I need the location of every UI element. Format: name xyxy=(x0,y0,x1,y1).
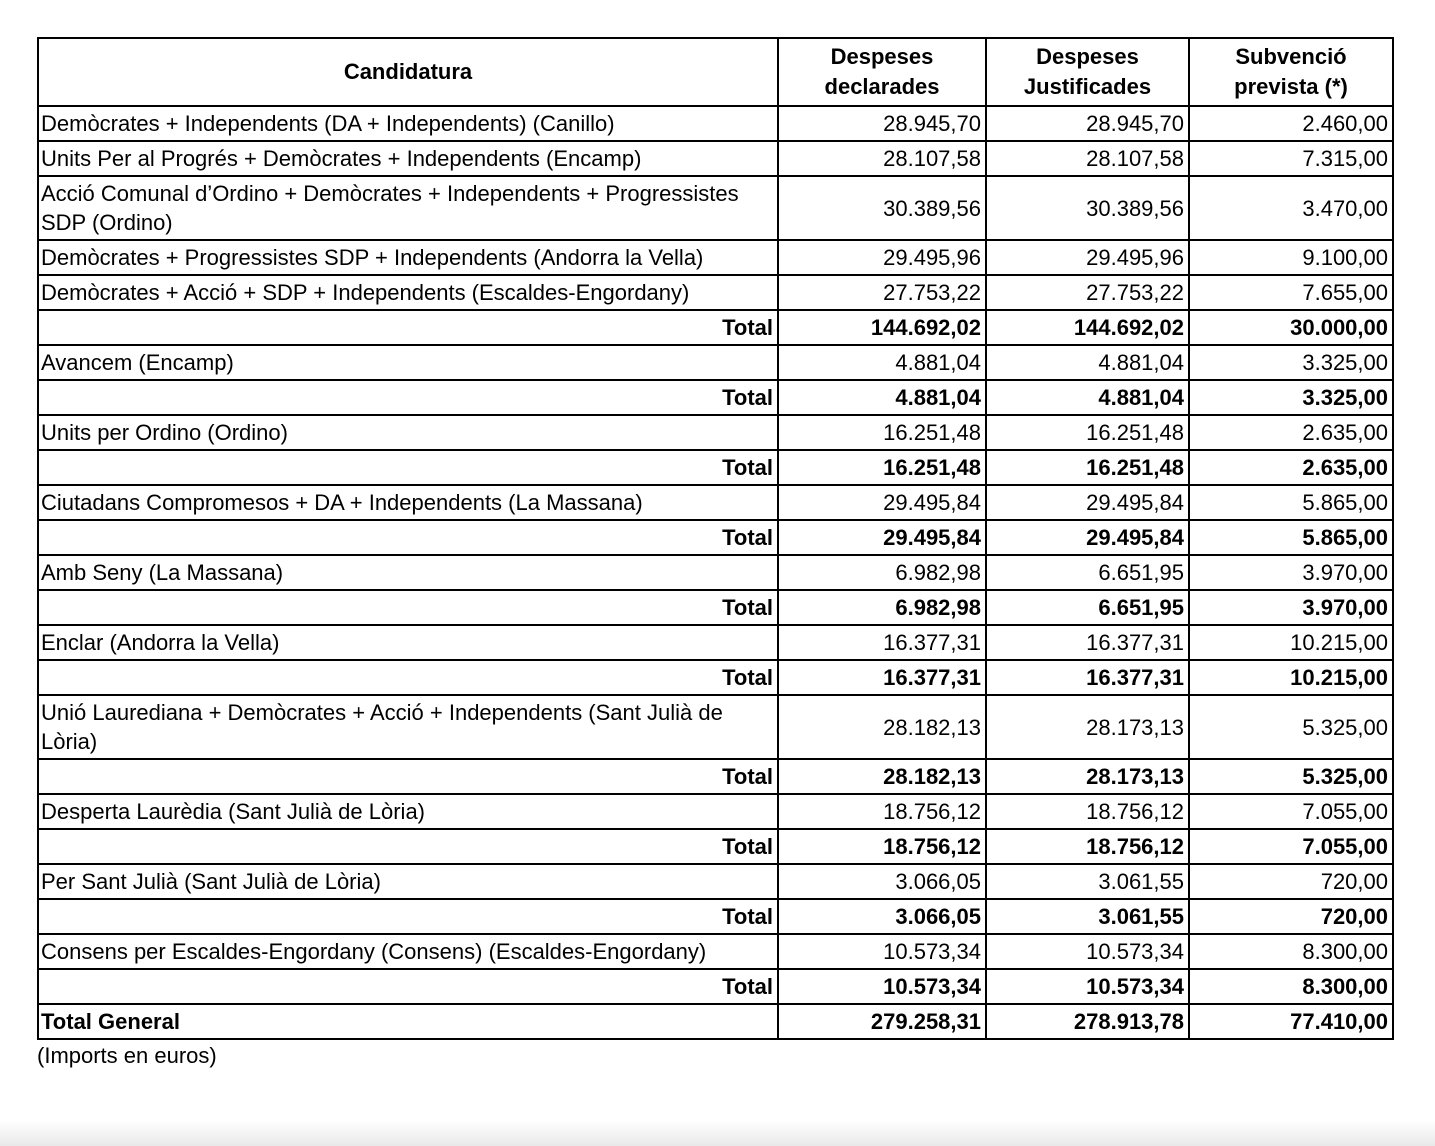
footnote: (Imports en euros) xyxy=(37,1043,217,1068)
despeses-declarades-cell: 29.495,84 xyxy=(778,520,986,555)
despeses-declarades-cell: 4.881,04 xyxy=(778,380,986,415)
despeses-justificades-cell: 29.495,84 xyxy=(986,485,1189,520)
despeses-justificades-cell: 28.173,13 xyxy=(986,695,1189,759)
despeses-justificades-cell: 16.251,48 xyxy=(986,450,1189,485)
subvencio-prevista-cell: 5.865,00 xyxy=(1189,485,1393,520)
despeses-justificades-cell: 16.377,31 xyxy=(986,660,1189,695)
candidatura-cell: Total xyxy=(38,829,778,864)
despeses-declarades-cell: 29.495,84 xyxy=(778,485,986,520)
subvencio-prevista-cell: 7.315,00 xyxy=(1189,141,1393,176)
total-row xyxy=(38,759,1393,794)
total-row xyxy=(38,380,1393,415)
despeses-declarades-cell: 16.251,48 xyxy=(778,450,986,485)
total-row xyxy=(38,829,1393,864)
candidatura-cell: Ciutadans Compromesos + DA + Independents (La Massana) xyxy=(38,485,778,520)
subvencio-prevista-cell: 9.100,00 xyxy=(1189,240,1393,275)
candidatura-cell: Total General xyxy=(38,1004,778,1039)
candidatura-cell: Total xyxy=(38,310,778,345)
total-row xyxy=(38,520,1393,555)
candidatura-cell: Desperta Laurèdia (Sant Julià de Lòria) xyxy=(38,794,778,829)
despeses-declarades-cell: 10.573,34 xyxy=(778,934,986,969)
despeses-declarades-cell: 3.066,05 xyxy=(778,899,986,934)
subvencio-prevista-cell: 720,00 xyxy=(1189,899,1393,934)
table-row xyxy=(38,106,1393,141)
despeses-justificades-cell: 10.573,34 xyxy=(986,934,1189,969)
despeses-justificades-cell: 6.651,95 xyxy=(986,555,1189,590)
column-header-subvencio-prevista: Subvenció prevista (*) xyxy=(1189,38,1393,106)
subvencio-prevista-cell: 3.970,00 xyxy=(1189,590,1393,625)
table-row xyxy=(38,240,1393,275)
table-row xyxy=(38,345,1393,380)
column-header-despeses-declarades: Despeses declarades xyxy=(778,38,986,106)
subvencio-prevista-cell: 2.635,00 xyxy=(1189,450,1393,485)
candidatura-cell: Total xyxy=(38,520,778,555)
candidatura-cell: Total xyxy=(38,969,778,1004)
despeses-declarades-cell: 279.258,31 xyxy=(778,1004,986,1039)
subvencio-prevista-cell: 3.470,00 xyxy=(1189,176,1393,240)
candidatura-cell: Demòcrates + Acció + SDP + Independents (Escaldes-Engordany) xyxy=(38,275,778,310)
despeses-justificades-cell: 3.061,55 xyxy=(986,899,1189,934)
grand-total-row xyxy=(38,1004,1393,1039)
total-row xyxy=(38,590,1393,625)
column-header-despeses-justificades: Despeses Justificades xyxy=(986,38,1189,106)
subvencio-prevista-cell: 3.325,00 xyxy=(1189,380,1393,415)
despeses-declarades-cell: 144.692,02 xyxy=(778,310,986,345)
total-row xyxy=(38,969,1393,1004)
table-row xyxy=(38,485,1393,520)
despeses-declarades-cell: 4.881,04 xyxy=(778,345,986,380)
despeses-declarades-cell: 28.182,13 xyxy=(778,759,986,794)
despeses-justificades-cell: 28.173,13 xyxy=(986,759,1189,794)
despeses-declarades-cell: 16.251,48 xyxy=(778,415,986,450)
despeses-declarades-cell: 6.982,98 xyxy=(778,555,986,590)
subvencio-prevista-cell: 2.635,00 xyxy=(1189,415,1393,450)
candidatura-cell: Total xyxy=(38,590,778,625)
subvencio-prevista-cell: 7.055,00 xyxy=(1189,794,1393,829)
candidatura-cell: Amb Seny (La Massana) xyxy=(38,555,778,590)
despeses-declarades-cell: 16.377,31 xyxy=(778,625,986,660)
candidatura-cell: Units Per al Progrés + Demòcrates + Independents (Encamp) xyxy=(38,141,778,176)
despeses-declarades-cell: 10.573,34 xyxy=(778,969,986,1004)
candidatura-cell: Unió Laurediana + Demòcrates + Acció + Independents (Sant Julià de Lòria) xyxy=(38,695,778,759)
table-row xyxy=(38,625,1393,660)
despeses-justificades-cell: 29.495,84 xyxy=(986,520,1189,555)
table-row xyxy=(38,864,1393,899)
candidatura-cell: Total xyxy=(38,380,778,415)
total-row xyxy=(38,899,1393,934)
despeses-justificades-cell: 18.756,12 xyxy=(986,829,1189,864)
table-row xyxy=(38,555,1393,590)
candidatura-cell: Total xyxy=(38,759,778,794)
subvencio-prevista-cell: 8.300,00 xyxy=(1189,934,1393,969)
subvencio-prevista-cell: 3.325,00 xyxy=(1189,345,1393,380)
despeses-justificades-cell: 10.573,34 xyxy=(986,969,1189,1004)
despeses-justificades-cell: 27.753,22 xyxy=(986,275,1189,310)
total-row xyxy=(38,450,1393,485)
despeses-justificades-cell: 16.251,48 xyxy=(986,415,1189,450)
candidatura-cell: Consens per Escaldes-Engordany (Consens) (Escaldes-Engordany) xyxy=(38,934,778,969)
subvencio-prevista-cell: 77.410,00 xyxy=(1189,1004,1393,1039)
despeses-justificades-cell: 18.756,12 xyxy=(986,794,1189,829)
despeses-declarades-cell: 3.066,05 xyxy=(778,864,986,899)
table-row xyxy=(38,275,1393,310)
total-row xyxy=(38,310,1393,345)
candidatura-cell: Units per Ordino (Ordino) xyxy=(38,415,778,450)
despeses-justificades-cell: 278.913,78 xyxy=(986,1004,1189,1039)
despeses-declarades-cell: 28.107,58 xyxy=(778,141,986,176)
table-row xyxy=(38,141,1393,176)
candidatura-cell: Total xyxy=(38,450,778,485)
candidatura-cell: Avancem (Encamp) xyxy=(38,345,778,380)
subvencio-prevista-cell: 2.460,00 xyxy=(1189,106,1393,141)
subvencio-prevista-cell: 7.655,00 xyxy=(1189,275,1393,310)
subvencio-prevista-cell: 10.215,00 xyxy=(1189,660,1393,695)
despeses-declarades-cell: 18.756,12 xyxy=(778,794,986,829)
total-row xyxy=(38,660,1393,695)
table-row xyxy=(38,794,1393,829)
despeses-justificades-cell: 6.651,95 xyxy=(986,590,1189,625)
subvencio-prevista-cell: 7.055,00 xyxy=(1189,829,1393,864)
despeses-justificades-cell: 28.945,70 xyxy=(986,106,1189,141)
subvencio-prevista-cell: 5.325,00 xyxy=(1189,759,1393,794)
candidatura-cell: Enclar (Andorra la Vella) xyxy=(38,625,778,660)
subvencio-prevista-cell: 5.865,00 xyxy=(1189,520,1393,555)
despeses-justificades-cell: 16.377,31 xyxy=(986,625,1189,660)
despeses-justificades-cell: 144.692,02 xyxy=(986,310,1189,345)
candidatura-cell: Acció Comunal d’Ordino + Demòcrates + Independents + Progressistes SDP (Ordino) xyxy=(38,176,778,240)
candidatura-cell: Total xyxy=(38,899,778,934)
despeses-justificades-cell: 4.881,04 xyxy=(986,345,1189,380)
subsidies-table xyxy=(37,37,1394,1040)
despeses-justificades-cell: 28.107,58 xyxy=(986,141,1189,176)
column-header-candidatura: Candidatura xyxy=(38,38,778,106)
despeses-declarades-cell: 16.377,31 xyxy=(778,660,986,695)
window-bottom-edge xyxy=(0,1120,1435,1146)
header-row xyxy=(38,38,1393,106)
subvencio-prevista-cell: 5.325,00 xyxy=(1189,695,1393,759)
despeses-declarades-cell: 29.495,96 xyxy=(778,240,986,275)
despeses-declarades-cell: 28.945,70 xyxy=(778,106,986,141)
candidatura-cell: Demòcrates + Progressistes SDP + Independents (Andorra la Vella) xyxy=(38,240,778,275)
despeses-declarades-cell: 27.753,22 xyxy=(778,275,986,310)
subvencio-prevista-cell: 3.970,00 xyxy=(1189,555,1393,590)
subvencio-prevista-cell: 10.215,00 xyxy=(1189,625,1393,660)
table-row xyxy=(38,695,1393,759)
despeses-justificades-cell: 3.061,55 xyxy=(986,864,1189,899)
despeses-justificades-cell: 30.389,56 xyxy=(986,176,1189,240)
candidatura-cell: Per Sant Julià (Sant Julià de Lòria) xyxy=(38,864,778,899)
subvencio-prevista-cell: 30.000,00 xyxy=(1189,310,1393,345)
despeses-declarades-cell: 28.182,13 xyxy=(778,695,986,759)
candidatura-cell: Demòcrates + Independents (DA + Independents) (Canillo) xyxy=(38,106,778,141)
despeses-declarades-cell: 18.756,12 xyxy=(778,829,986,864)
table-row xyxy=(38,934,1393,969)
candidatura-cell: Total xyxy=(38,660,778,695)
subvencio-prevista-cell: 720,00 xyxy=(1189,864,1393,899)
despeses-justificades-cell: 4.881,04 xyxy=(986,380,1189,415)
table-row xyxy=(38,176,1393,240)
despeses-declarades-cell: 6.982,98 xyxy=(778,590,986,625)
table-row xyxy=(38,415,1393,450)
despeses-justificades-cell: 29.495,96 xyxy=(986,240,1189,275)
subvencio-prevista-cell: 8.300,00 xyxy=(1189,969,1393,1004)
despeses-declarades-cell: 30.389,56 xyxy=(778,176,986,240)
